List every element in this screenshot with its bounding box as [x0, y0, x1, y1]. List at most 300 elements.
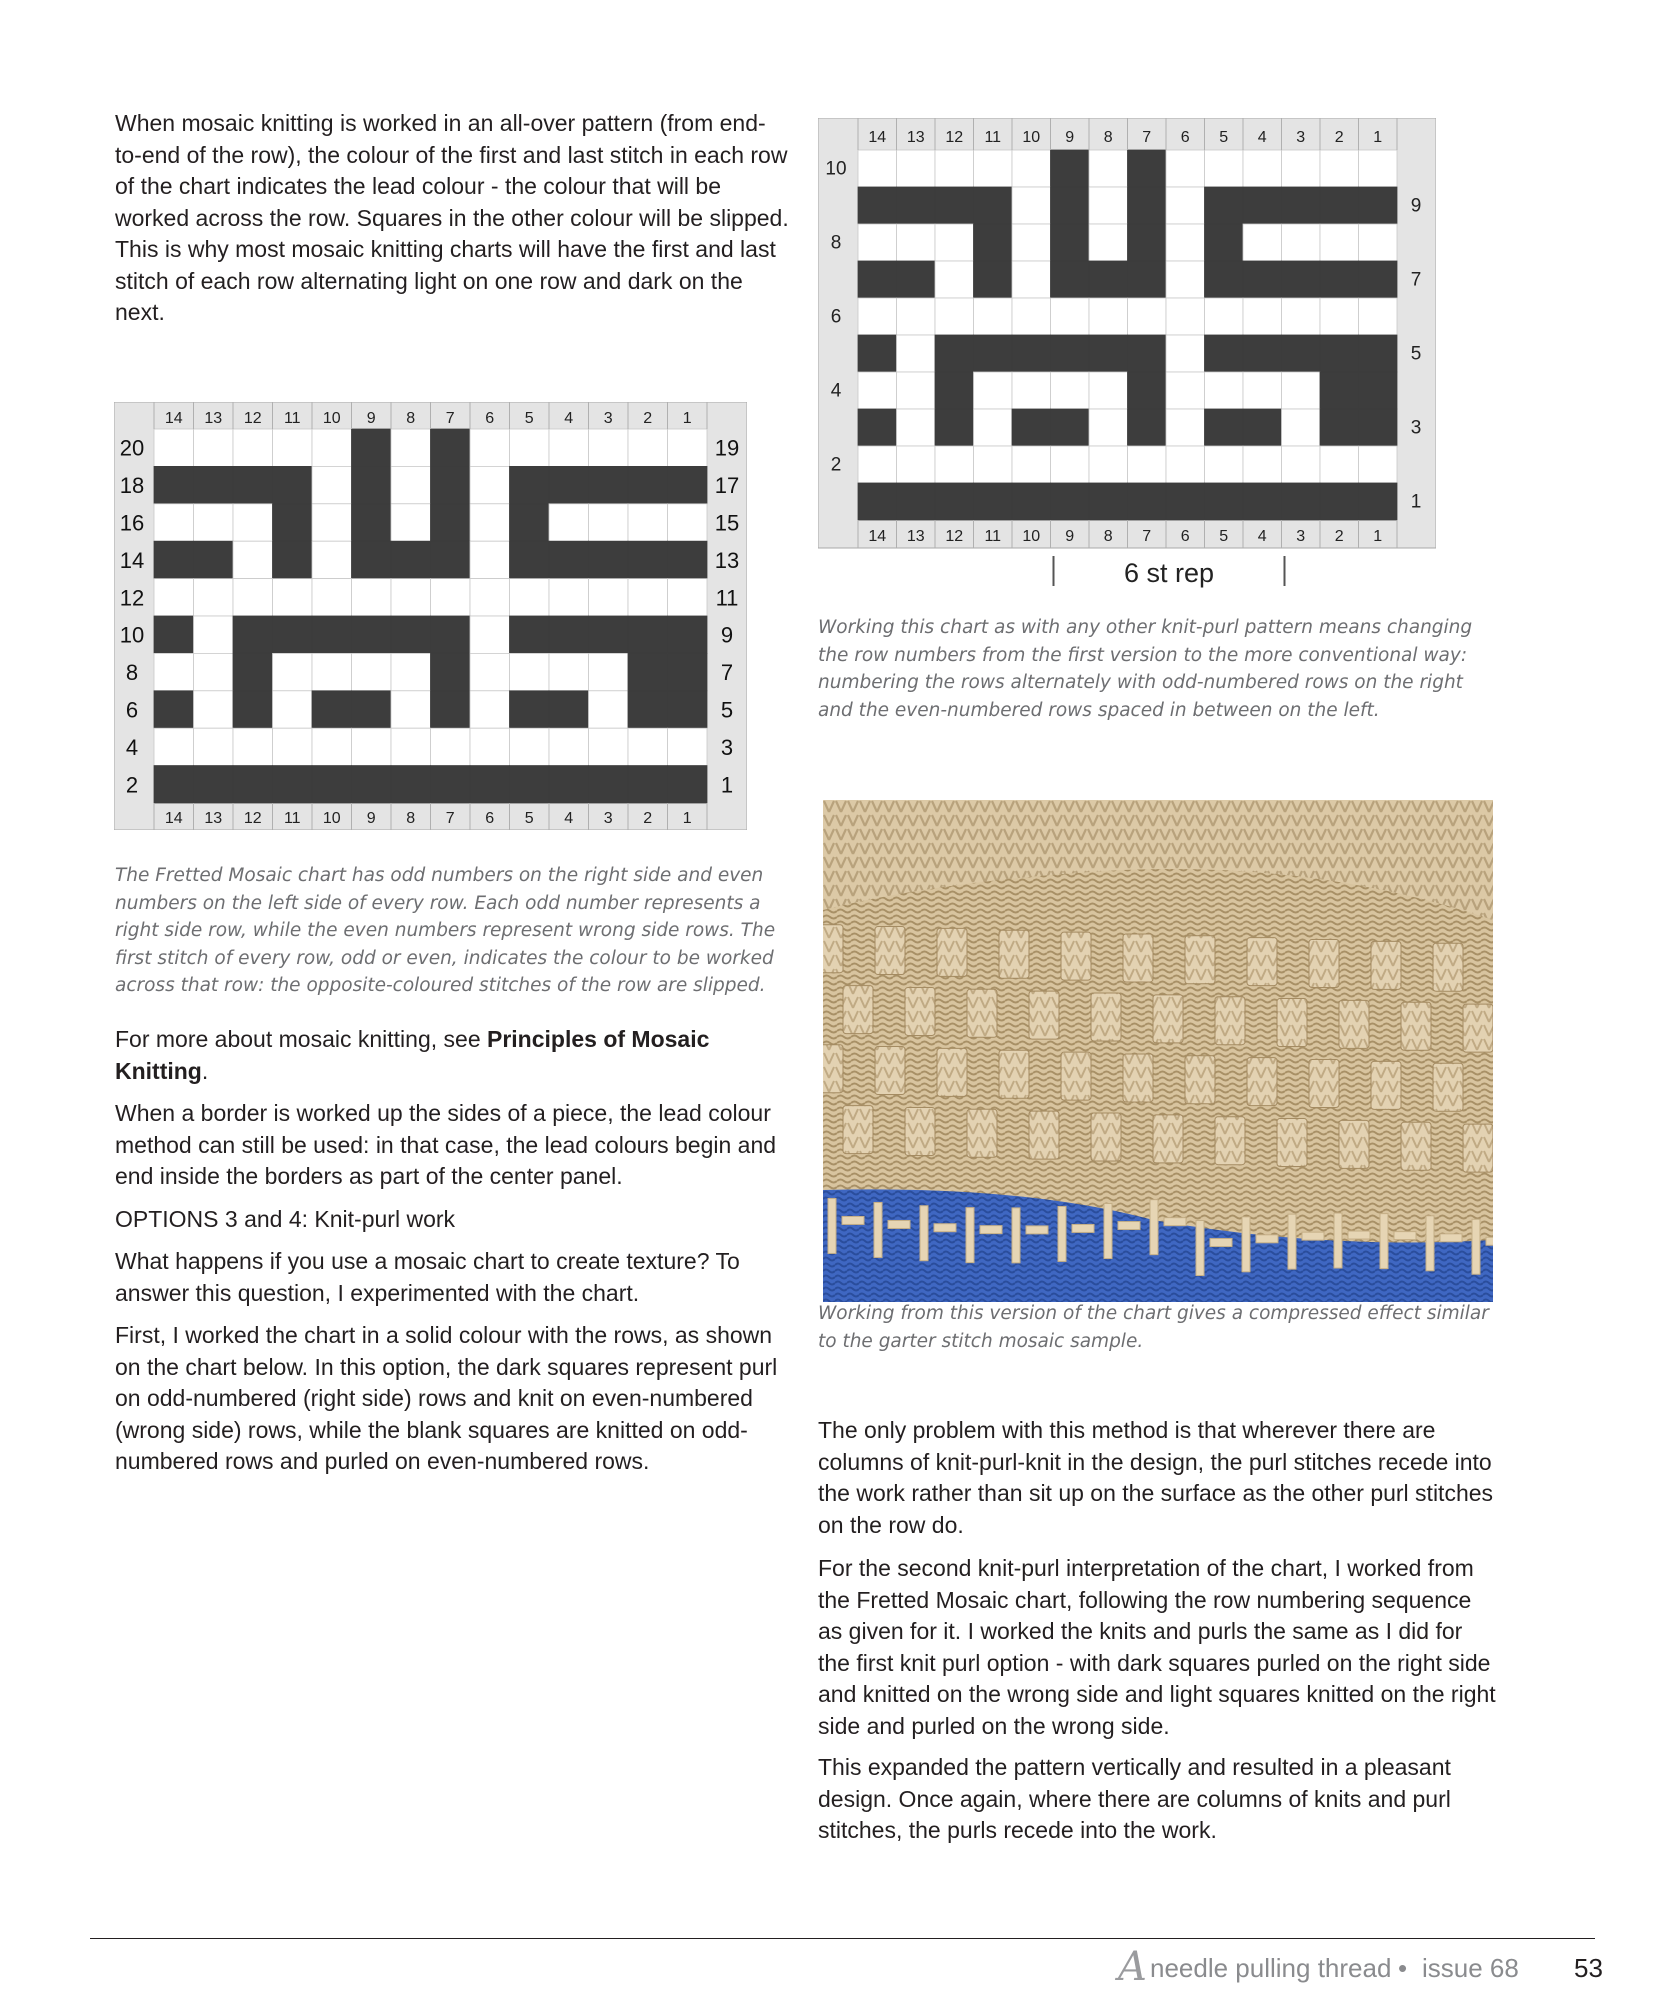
more-about-prefix: For more about mosaic knitting, see [115, 1026, 487, 1052]
chart1-cell [510, 504, 550, 541]
photo-motif [1371, 1061, 1401, 1109]
chart2-cell [1012, 372, 1051, 409]
chart2-cell [935, 372, 974, 409]
chart1-cell [549, 541, 589, 578]
chart1-cell [668, 504, 708, 541]
chart2-cell [1320, 298, 1359, 335]
chart2-cell [1166, 150, 1205, 187]
chart1-cell [233, 429, 273, 466]
chart2-cell [1205, 483, 1244, 520]
chart1-left-row-label: 18 [119, 473, 145, 499]
chart1-top-col-label: 13 [204, 410, 223, 427]
photo-blue-stripe [1150, 1200, 1158, 1255]
page-number: 53 [1574, 1953, 1603, 1983]
chart2-cell [1243, 150, 1282, 187]
chart1-top-col-label: 3 [603, 410, 613, 427]
photo-blue-stripe [966, 1208, 974, 1263]
chart2-cell [1320, 335, 1359, 372]
chart2-cell [897, 372, 936, 409]
chart1-cell [312, 579, 352, 616]
chart1-top-col-label: 9 [366, 410, 376, 427]
chart2-cell [935, 187, 974, 224]
chart1-right-row-label: 3 [720, 734, 734, 760]
chart1-cell [391, 466, 431, 503]
photo-motif [1401, 1002, 1431, 1050]
chart2-cell [1320, 446, 1359, 483]
chart1-cell [194, 766, 234, 803]
photo-motif [843, 986, 873, 1034]
chart1-cell [312, 728, 352, 765]
chart1-cell [233, 504, 273, 541]
photo-blue-stripe [1334, 1213, 1342, 1268]
chart2-top-col-label: 8 [1103, 129, 1113, 146]
chart1-cell [312, 504, 352, 541]
photo-blue-stripe [1380, 1214, 1388, 1269]
chart1-cell [273, 504, 313, 541]
chart1-cell [668, 728, 708, 765]
chart2-cell [1320, 224, 1359, 261]
chart2-cell [1205, 187, 1244, 224]
chart1-cell [628, 541, 668, 578]
photo-motif [999, 1050, 1029, 1098]
photo-blue-bar [1394, 1232, 1416, 1240]
chart1-cell [312, 691, 352, 728]
chart1-cell [194, 653, 234, 690]
chart2-cell [1320, 187, 1359, 224]
chart1-bottom-col-label: 7 [445, 810, 455, 827]
photo-motif [1153, 995, 1183, 1043]
photo-blue-stripe [1196, 1221, 1204, 1276]
chart1-bottom-col-label: 3 [603, 810, 613, 827]
chart1-bottom-col-label: 12 [243, 810, 262, 827]
chart1-cell [233, 466, 273, 503]
chart1-cell [668, 653, 708, 690]
chart1-cell [273, 691, 313, 728]
chart2-cell [858, 483, 897, 520]
chart1-bottom-col-label: 6 [485, 810, 495, 827]
question-paragraph: What happens if you use a mosaic chart to create texture? To answer this question, I experimented with the chart. [115, 1248, 740, 1306]
chart2-cell [1359, 224, 1398, 261]
photo-motif [1247, 1058, 1277, 1106]
problem-paragraph: The only problem with this method is that wherever there are columns of knit-purl-knit in the design, the purl stitches recede into the work rather than sit up on the surface as the other purl stitches on the row do. [818, 1417, 1494, 1538]
photo-motif [1061, 1052, 1091, 1100]
chart2-cell [1359, 298, 1398, 335]
more-about-paragraph [115, 1024, 790, 1087]
chart2-cell [935, 483, 974, 520]
chart2-cell [1089, 372, 1128, 409]
photo-motif [1371, 941, 1401, 989]
chart2-cell [1089, 483, 1128, 520]
photo-motif [1401, 1122, 1431, 1170]
chart2-cell [1012, 409, 1051, 446]
chart1-top-col-label: 14 [164, 410, 183, 427]
chart2-cell [1051, 483, 1090, 520]
chart1-top-col-label: 12 [243, 410, 262, 427]
chart1-cell [549, 579, 589, 616]
chart1-cell [431, 691, 471, 728]
chart2-cell [1012, 298, 1051, 335]
chart2-cell [897, 335, 936, 372]
chart2-top-col-label: 11 [984, 129, 1002, 146]
options-heading: OPTIONS 3 and 4: Knit-purl work [115, 1206, 456, 1232]
photo-motif [843, 1106, 873, 1154]
chart1-cell [628, 653, 668, 690]
photo-motif [1309, 1060, 1339, 1108]
chart1-cell [628, 766, 668, 803]
chart1-cell [352, 691, 392, 728]
photo-motif [1215, 1117, 1245, 1165]
chart2-top-col-label: 6 [1180, 129, 1190, 146]
chart2-cell [1128, 224, 1167, 261]
chart2-cell [1205, 298, 1244, 335]
chart1-bottom-col-label: 4 [564, 810, 574, 827]
magazine-logo-letter: A [1118, 1944, 1147, 1990]
chart2-cell [897, 224, 936, 261]
chart2-cell [1051, 335, 1090, 372]
chart1-cell [589, 616, 629, 653]
chart2-cell [1359, 335, 1398, 372]
chart1-cell [352, 466, 392, 503]
chart1-top-col-label: 7 [445, 410, 455, 427]
chart2-cell [897, 150, 936, 187]
chart1-cell [273, 766, 313, 803]
chart1-cell [470, 691, 510, 728]
chart2-cell [858, 409, 897, 446]
chart2-cell [1012, 446, 1051, 483]
chart2-cell [1166, 298, 1205, 335]
photo-blue-bar [1026, 1226, 1048, 1234]
chart1-bottom-col-label: 11 [283, 810, 301, 827]
chart2-cell [1205, 261, 1244, 298]
photo-motif [905, 987, 935, 1035]
photo-motif [1029, 991, 1059, 1039]
photo-motif [1091, 993, 1121, 1041]
chart2-right-row-label: 9 [1410, 195, 1422, 217]
photo-motif [1153, 1115, 1183, 1163]
chart2-cell [1282, 335, 1321, 372]
chart2-right-row-label: 5 [1410, 343, 1422, 365]
chart2-cell [1320, 261, 1359, 298]
chart1-cell [628, 504, 668, 541]
photo-motif [1463, 1124, 1493, 1172]
chart1-cell [510, 728, 550, 765]
chart2-cell [1243, 261, 1282, 298]
chart2-cell [974, 261, 1013, 298]
chart2-cell [1128, 409, 1167, 446]
chart1-cell [431, 653, 471, 690]
chart1-cell [431, 766, 471, 803]
chart1-left-row-label: 12 [119, 585, 145, 611]
more-about-suffix: . [201, 1057, 209, 1084]
chart1-cell [194, 616, 234, 653]
chart2-top-col-label: 9 [1065, 129, 1075, 146]
chart2-cell [1205, 150, 1244, 187]
photo-motif [1339, 1120, 1369, 1168]
chart1-top-col-label: 5 [524, 410, 534, 427]
chart1-cell [589, 429, 629, 466]
chart1-top-col-label: 6 [485, 410, 495, 427]
photo-motif [937, 928, 967, 976]
chart1-cell [589, 653, 629, 690]
chart2-cell [1243, 298, 1282, 335]
chart1-cell [668, 541, 708, 578]
chart2-bottom-col-label: 2 [1334, 528, 1344, 545]
chart1-left-row-label: 20 [119, 435, 145, 461]
chart2-bottom-col-label: 12 [945, 528, 964, 545]
footer-separator: • [1398, 1953, 1408, 1983]
chart2-cell [974, 446, 1013, 483]
chart2-cell [1359, 187, 1398, 224]
chart2-cell [1320, 409, 1359, 446]
photo-motif [1123, 1054, 1153, 1102]
photo-blue-stripe [828, 1198, 836, 1253]
photo-blue-bar [1256, 1235, 1278, 1243]
photo-blue-bar [1486, 1237, 1493, 1245]
chart2-top-col-label: 12 [945, 129, 964, 146]
chart1-top-col-label: 4 [564, 410, 574, 427]
chart1-left-row-label: 6 [125, 697, 139, 723]
chart2-cell [1089, 446, 1128, 483]
chart2-cell [935, 446, 974, 483]
chart1-bottom-col-label: 13 [204, 810, 223, 827]
chart2-top-col-label: 7 [1142, 129, 1152, 146]
chart1-cell [194, 429, 234, 466]
chart1-cell [154, 466, 194, 503]
chart1-cell [431, 616, 471, 653]
chart2-bottom-col-label: 8 [1103, 528, 1113, 545]
chart1-cell [431, 466, 471, 503]
chart1-cell [233, 579, 273, 616]
chart2-cell [1205, 409, 1244, 446]
photo-blue-bar [1072, 1224, 1094, 1232]
chart1-cell [233, 728, 273, 765]
photo-motif [1091, 1113, 1121, 1161]
chart1-cell [273, 653, 313, 690]
chart2-top-col-label: 3 [1296, 129, 1306, 146]
chart1-cell [312, 541, 352, 578]
chart2-cell [1282, 446, 1321, 483]
chart2-cell [1128, 335, 1167, 372]
photo-blue-stripe [1242, 1217, 1250, 1272]
chart2-cell [1359, 446, 1398, 483]
photo-blue-bar [1164, 1218, 1186, 1226]
chart1-cell [470, 616, 510, 653]
chart1-cell [233, 616, 273, 653]
chart2-bottom-col-label: 14 [868, 528, 887, 545]
chart2-top-col-label: 2 [1334, 129, 1344, 146]
photo-blue-stripe [1058, 1206, 1066, 1261]
photo-motif [1433, 943, 1463, 991]
photo-motif [1463, 1004, 1493, 1052]
photo-blue-stripe [874, 1202, 882, 1257]
principles-link[interactable]: Principles of Mosaic Knitting [115, 1026, 710, 1084]
chart2-cell [1205, 335, 1244, 372]
chart1-cell [589, 466, 629, 503]
chart2-right-row-label: 1 [1410, 491, 1422, 513]
photo-motif [875, 1047, 905, 1095]
chart2-cell [1089, 298, 1128, 335]
chart2-cell [858, 261, 897, 298]
chart2-cell [1320, 150, 1359, 187]
chart2-top-col-label: 1 [1373, 129, 1383, 146]
chart1-cell [154, 579, 194, 616]
chart2-cell [1166, 224, 1205, 261]
photo-motif [1215, 997, 1245, 1045]
chart2-cell [1128, 261, 1167, 298]
chart1-cell [549, 766, 589, 803]
knit-purl-chart [818, 118, 1436, 596]
photo-blue-bar [1118, 1222, 1140, 1230]
photo-motif [1309, 940, 1339, 988]
chart2-cell [1089, 150, 1128, 187]
chart1-cell [154, 766, 194, 803]
chart1-cell [154, 728, 194, 765]
photo-motif [937, 1048, 967, 1096]
photo-motif [1123, 934, 1153, 982]
chart1-cell [470, 504, 510, 541]
chart2-cell [897, 409, 936, 446]
chart1-cell [589, 504, 629, 541]
chart1-cell [352, 616, 392, 653]
chart1-cell [154, 504, 194, 541]
photo-motif [1277, 1119, 1307, 1167]
chart1-bottom-col-label: 5 [524, 810, 534, 827]
chart2-cell [1282, 261, 1321, 298]
chart1-cell [312, 429, 352, 466]
chart1-cell [549, 653, 589, 690]
chart2-top-col-label: 13 [906, 129, 925, 146]
chart2-cell [1051, 298, 1090, 335]
chart2-left-row-label: 4 [830, 380, 842, 402]
chart1-cell [628, 691, 668, 728]
fretted-mosaic-chart [114, 402, 747, 830]
chart1-bottom-col-label: 14 [164, 810, 183, 827]
issue-number: issue 68 [1422, 1953, 1519, 1983]
knitted-sample-photo [823, 800, 1493, 1302]
chart1-right-row-label: 5 [720, 697, 734, 723]
chart1-cell [470, 466, 510, 503]
photo-motif [1061, 932, 1091, 980]
chart1-cell [470, 728, 510, 765]
chart2-caption: Working this chart as with any other knit-purl pattern means changing the row numbers from the first version to the more conventional way: numbering the rows alternately with odd-numbered rows on the right and the even-numbered rows spaced in between on the left. [818, 617, 1473, 721]
chart2-cell [1243, 187, 1282, 224]
photo-motif [905, 1107, 935, 1155]
chart2-cell [1051, 224, 1090, 261]
chart1-top-col-label: 2 [643, 410, 653, 427]
chart1-right-row-label: 13 [714, 547, 740, 573]
photo-blue-bar [1210, 1239, 1232, 1247]
chart2-top-col-label: 10 [1022, 129, 1041, 146]
chart1-cell [628, 466, 668, 503]
chart1-cell [154, 653, 194, 690]
knitted-sample-image [823, 800, 1493, 1302]
chart1-cell [273, 728, 313, 765]
chart1-cell [233, 541, 273, 578]
chart1-left-row-label: 4 [125, 734, 139, 760]
chart2-left-row-label: 8 [830, 232, 842, 254]
photo-motif [823, 925, 843, 973]
chart1-cell [391, 541, 431, 578]
chart2-cell [858, 187, 897, 224]
chart1-cell [668, 429, 708, 466]
chart1-cell [352, 728, 392, 765]
chart1-cell [194, 728, 234, 765]
chart1-cell [194, 466, 234, 503]
chart2-cell [897, 187, 936, 224]
photo-motif [1185, 936, 1215, 984]
chart2-top-col-label: 14 [868, 129, 887, 146]
chart2-bottom-col-label: 6 [1180, 528, 1190, 545]
chart1-top-col-label: 11 [283, 410, 301, 427]
chart2-cell [1320, 372, 1359, 409]
chart2-left-row-label: 10 [825, 158, 847, 180]
chart2-cell [858, 298, 897, 335]
photo-blue-stripe [1472, 1219, 1480, 1274]
chart1-cell [391, 728, 431, 765]
chart1-cell [352, 579, 392, 616]
chart2-bottom-col-label: 1 [1373, 528, 1383, 545]
chart1-bottom-col-label: 8 [406, 810, 416, 827]
chart2-bottom-col-label: 5 [1219, 528, 1229, 545]
chart2-right-row-label: 7 [1410, 269, 1422, 291]
chart1-left-row-label: 2 [125, 772, 139, 798]
chart1-bottom-col-label: 10 [322, 810, 341, 827]
chart2-cell [1128, 483, 1167, 520]
photo-motif [1185, 1056, 1215, 1104]
chart1-cell [352, 766, 392, 803]
chart1-cell [391, 579, 431, 616]
chart2-cell [858, 446, 897, 483]
chart1-cell [510, 691, 550, 728]
chart1-cell [312, 766, 352, 803]
chart1-right-row-label: 17 [714, 473, 740, 499]
chart1-cell [628, 616, 668, 653]
chart1-cell [194, 541, 234, 578]
chart1-cell [470, 766, 510, 803]
chart2-left-row-label: 2 [830, 454, 842, 476]
magazine-title: needle pulling thread [1150, 1953, 1392, 1983]
photo-motif [967, 1109, 997, 1157]
chart2-cell [1205, 446, 1244, 483]
chart1-cell [273, 541, 313, 578]
chart2-cell [858, 372, 897, 409]
chart1-cell [549, 429, 589, 466]
chart2-cell [1243, 446, 1282, 483]
photo-motif [1339, 1000, 1369, 1048]
photo-motif [1433, 1063, 1463, 1111]
chart2-cell [1051, 187, 1090, 224]
chart2-cell [1243, 372, 1282, 409]
chart2-cell [974, 298, 1013, 335]
chart1-cell [431, 504, 471, 541]
chart2-cell [1089, 187, 1128, 224]
chart2-cell [1166, 372, 1205, 409]
chart1-cell [470, 579, 510, 616]
chart1-cell [194, 691, 234, 728]
chart2-cell [1089, 409, 1128, 446]
chart1-cell [312, 616, 352, 653]
chart1-cell [668, 691, 708, 728]
photo-blue-bar [1348, 1231, 1370, 1239]
intro-paragraph: When mosaic knitting is worked in an all-over pattern (from end-to-end of the row), the colour of the first and last stitch in each row of the chart indicates the lead colour - the colour that will be worked across the row. Squares in the other colour will be slipped. This is why most mosaic knitting charts will have the first and last stitch of each row alternating light on one row and dark on the next. [115, 110, 789, 325]
chart1-cell [628, 429, 668, 466]
chart1-cell [273, 466, 313, 503]
chart1-right-row-label: 19 [714, 435, 740, 461]
chart2-bottom-col-label: 13 [906, 528, 925, 545]
chart1-cell [391, 691, 431, 728]
chart2-bottom-col-label: 10 [1022, 528, 1041, 545]
chart1-cell [391, 504, 431, 541]
